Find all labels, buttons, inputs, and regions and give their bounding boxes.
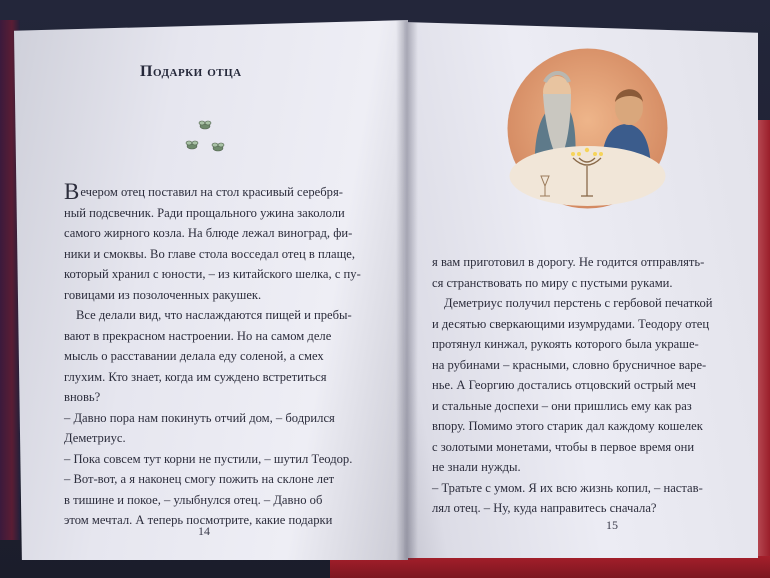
text-line: и десятью сверкающими изумрудами. Теодору отец [432, 316, 710, 331]
left-page-text [64, 179, 382, 531]
text-line: лял отец. – Ну, куда направитесь сначала? [432, 501, 657, 515]
text-line: – Давно пора нам покинуть отчий дом, – бодрился [64, 410, 335, 425]
text-line: ники и смоквы. Во главе стола восседал отец в плаще, [64, 246, 356, 261]
chapter-title: Подарки отца [140, 63, 242, 80]
text-line: с золотыми монетами, чтобы в первое время они [432, 439, 695, 454]
book-gutter [396, 20, 418, 560]
text-line: ный подсвечник. Ради прощального ужина закололи [64, 205, 345, 220]
old-man-and-youth-at-table-illustration [505, 46, 670, 211]
text-line: впору. Помимо этого старик дал каждому кошелек [432, 419, 703, 433]
text-line: ся странствовать по миру с пустыми руками. [432, 275, 673, 290]
text-line: – Тратьте с умом. Я их всю жизнь копил, – настав- [432, 480, 703, 495]
three-bees-ornament-icon [180, 118, 230, 158]
text-line: этом мечтал. А теперь посмотрите, какие подарки [64, 513, 333, 527]
text-line: я вам приготовил в дорогу. Не годится отправлять- [432, 255, 705, 269]
text-line: Деметриус. [64, 431, 126, 445]
text-line: – Вот-вот, а я наконец смогу пожить на склоне лет [64, 472, 335, 486]
text-line: Вечером отец поставил на стол красивый серебря- [64, 179, 343, 204]
text-line: не знали нужды. [432, 460, 521, 474]
text-line: в тишине и покое, – улыбнулся отец. – Давно об [64, 492, 323, 507]
text-line: глухим. Кто знает, когда им суждено встретиться [64, 369, 327, 384]
text-line: – Пока совсем тут корни не пустили, – шутил Теодор. [64, 451, 353, 466]
text-line: самого жирного козла. На блюде лежал виноград, фи- [64, 226, 353, 240]
text-line: вновь? [64, 390, 101, 404]
drop-cap: В [64, 179, 80, 204]
text-line: мысль о расставании делала еду соленой, а смех [64, 349, 324, 363]
text-line: нье. А Георгию достались отцовский острый меч [432, 378, 697, 392]
text-line: протянул кинжал, рукоять которого была украше- [432, 337, 699, 351]
page-number-left: 14 [198, 524, 210, 538]
text-line: и стальные доспехи – они пришлись ему как раз [432, 398, 692, 413]
text-line: говицами из позолоченных ракушек. [64, 287, 262, 302]
text-line: вают в прекрасном настроении. Но на самом деле [64, 328, 332, 343]
right-page-text [432, 252, 730, 519]
text-line: который хранил с юности, – из китайского шелка, с пу- [64, 267, 361, 281]
text-line: Деметриус получил перстень с гербовой печаткой [444, 296, 713, 310]
page-number-right: 15 [606, 518, 618, 532]
text-line: Все делали вид, что наслаждаются пищей и пребы- [76, 308, 352, 322]
text-line: на рубинами – красными, словно брусничное варе- [432, 357, 707, 372]
